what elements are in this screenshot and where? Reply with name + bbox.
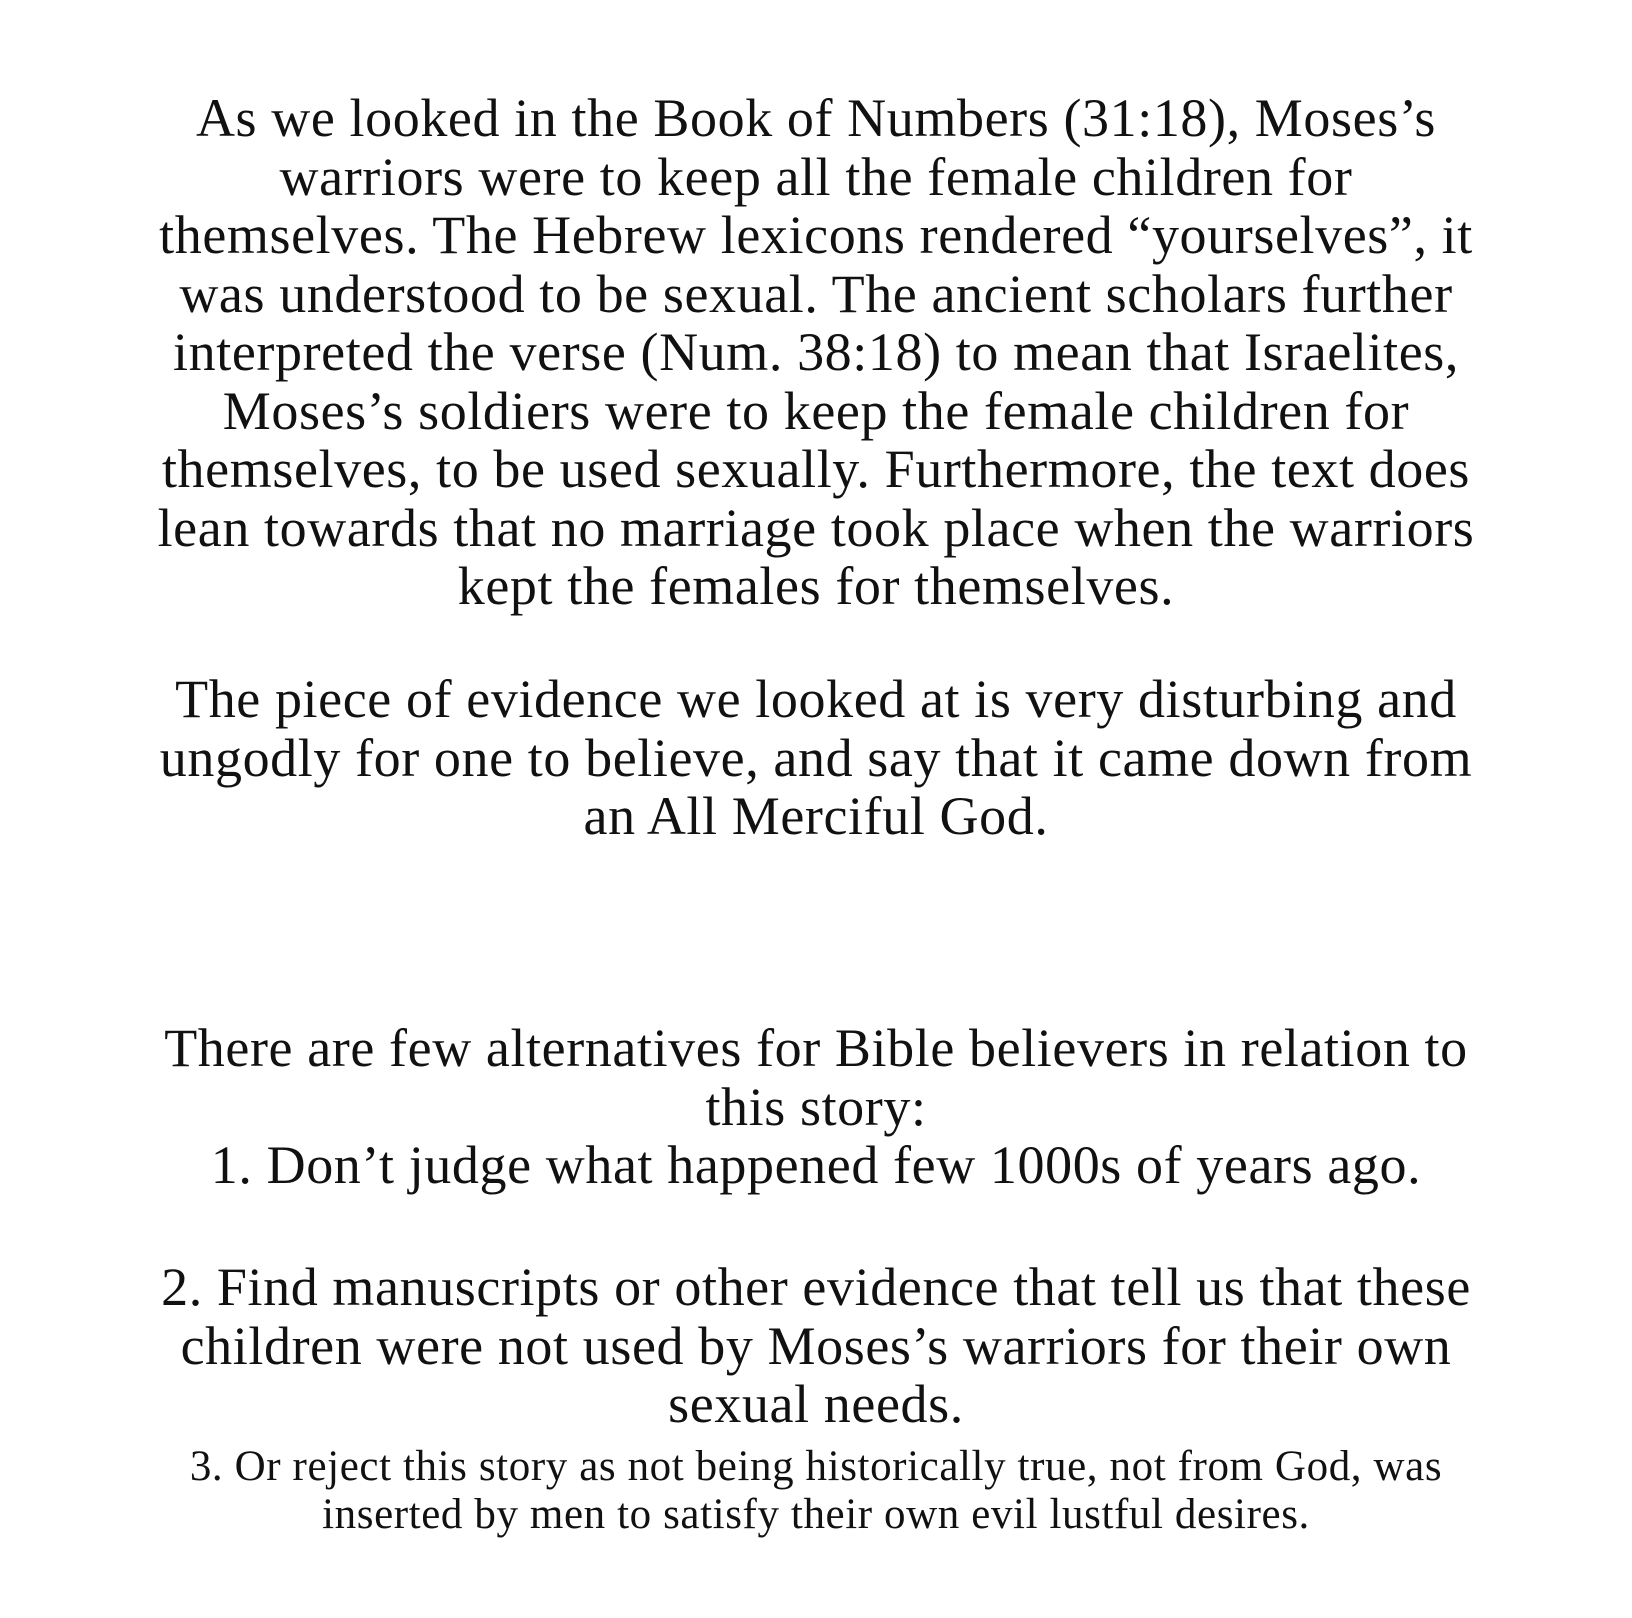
text-line: an All Merciful God.: [583, 786, 1049, 846]
alternative-option-3: [0, 1443, 1632, 1539]
text-line: Moses’s soldiers were to keep the female children for: [222, 380, 1410, 441]
text-line: themselves. The Hebrew lexicons rendered “yourselves”, it: [159, 205, 1473, 265]
text-line: sexual needs.: [668, 1374, 964, 1434]
text-line: The piece of evidence we looked at is very disturbing and: [175, 669, 1457, 729]
text-line: ungodly for one to believe, and say that it came down from: [159, 727, 1473, 788]
paragraph-evidence: [0, 670, 1632, 846]
alternatives-intro: [0, 1019, 1632, 1136]
text-line: children were not used by Moses’s warriors for their own: [180, 1315, 1452, 1376]
text-line: There are few alternatives for Bible believers in relation to: [164, 1018, 1468, 1078]
alternative-option-2: [0, 1258, 1632, 1434]
text-line: As we looked in the Book of Numbers (31:18), Moses’s: [195, 88, 1437, 148]
paragraph-numbers-verse: [0, 89, 1632, 616]
text-line: inserted by men to satisfy their own evil lustful desires.: [322, 1491, 1310, 1538]
text-line: 3. Or reject this story as not being historically true, not from God, was: [189, 1443, 1443, 1490]
text-line: interpreted the verse (Num. 38:18) to mean that Israelites,: [173, 322, 1459, 382]
text-line: 1. Don’t judge what happened few 1000s of years ago.: [210, 1135, 1422, 1195]
text-line: lean towards that no marriage took place when the warriors: [157, 497, 1475, 558]
text-line: kept the females for themselves.: [457, 556, 1175, 616]
text-line: 2. Find manuscripts or other evidence that tell us that these: [161, 1257, 1471, 1317]
text-line: themselves, to be used sexually. Furthermore, the text does: [161, 439, 1471, 499]
alternative-option-1: [0, 1136, 1632, 1195]
text-line: was understood to be sexual. The ancient scholars further: [179, 263, 1453, 324]
text-line: this story:: [705, 1076, 927, 1137]
text-line: warriors were to keep all the female children for: [279, 146, 1353, 207]
